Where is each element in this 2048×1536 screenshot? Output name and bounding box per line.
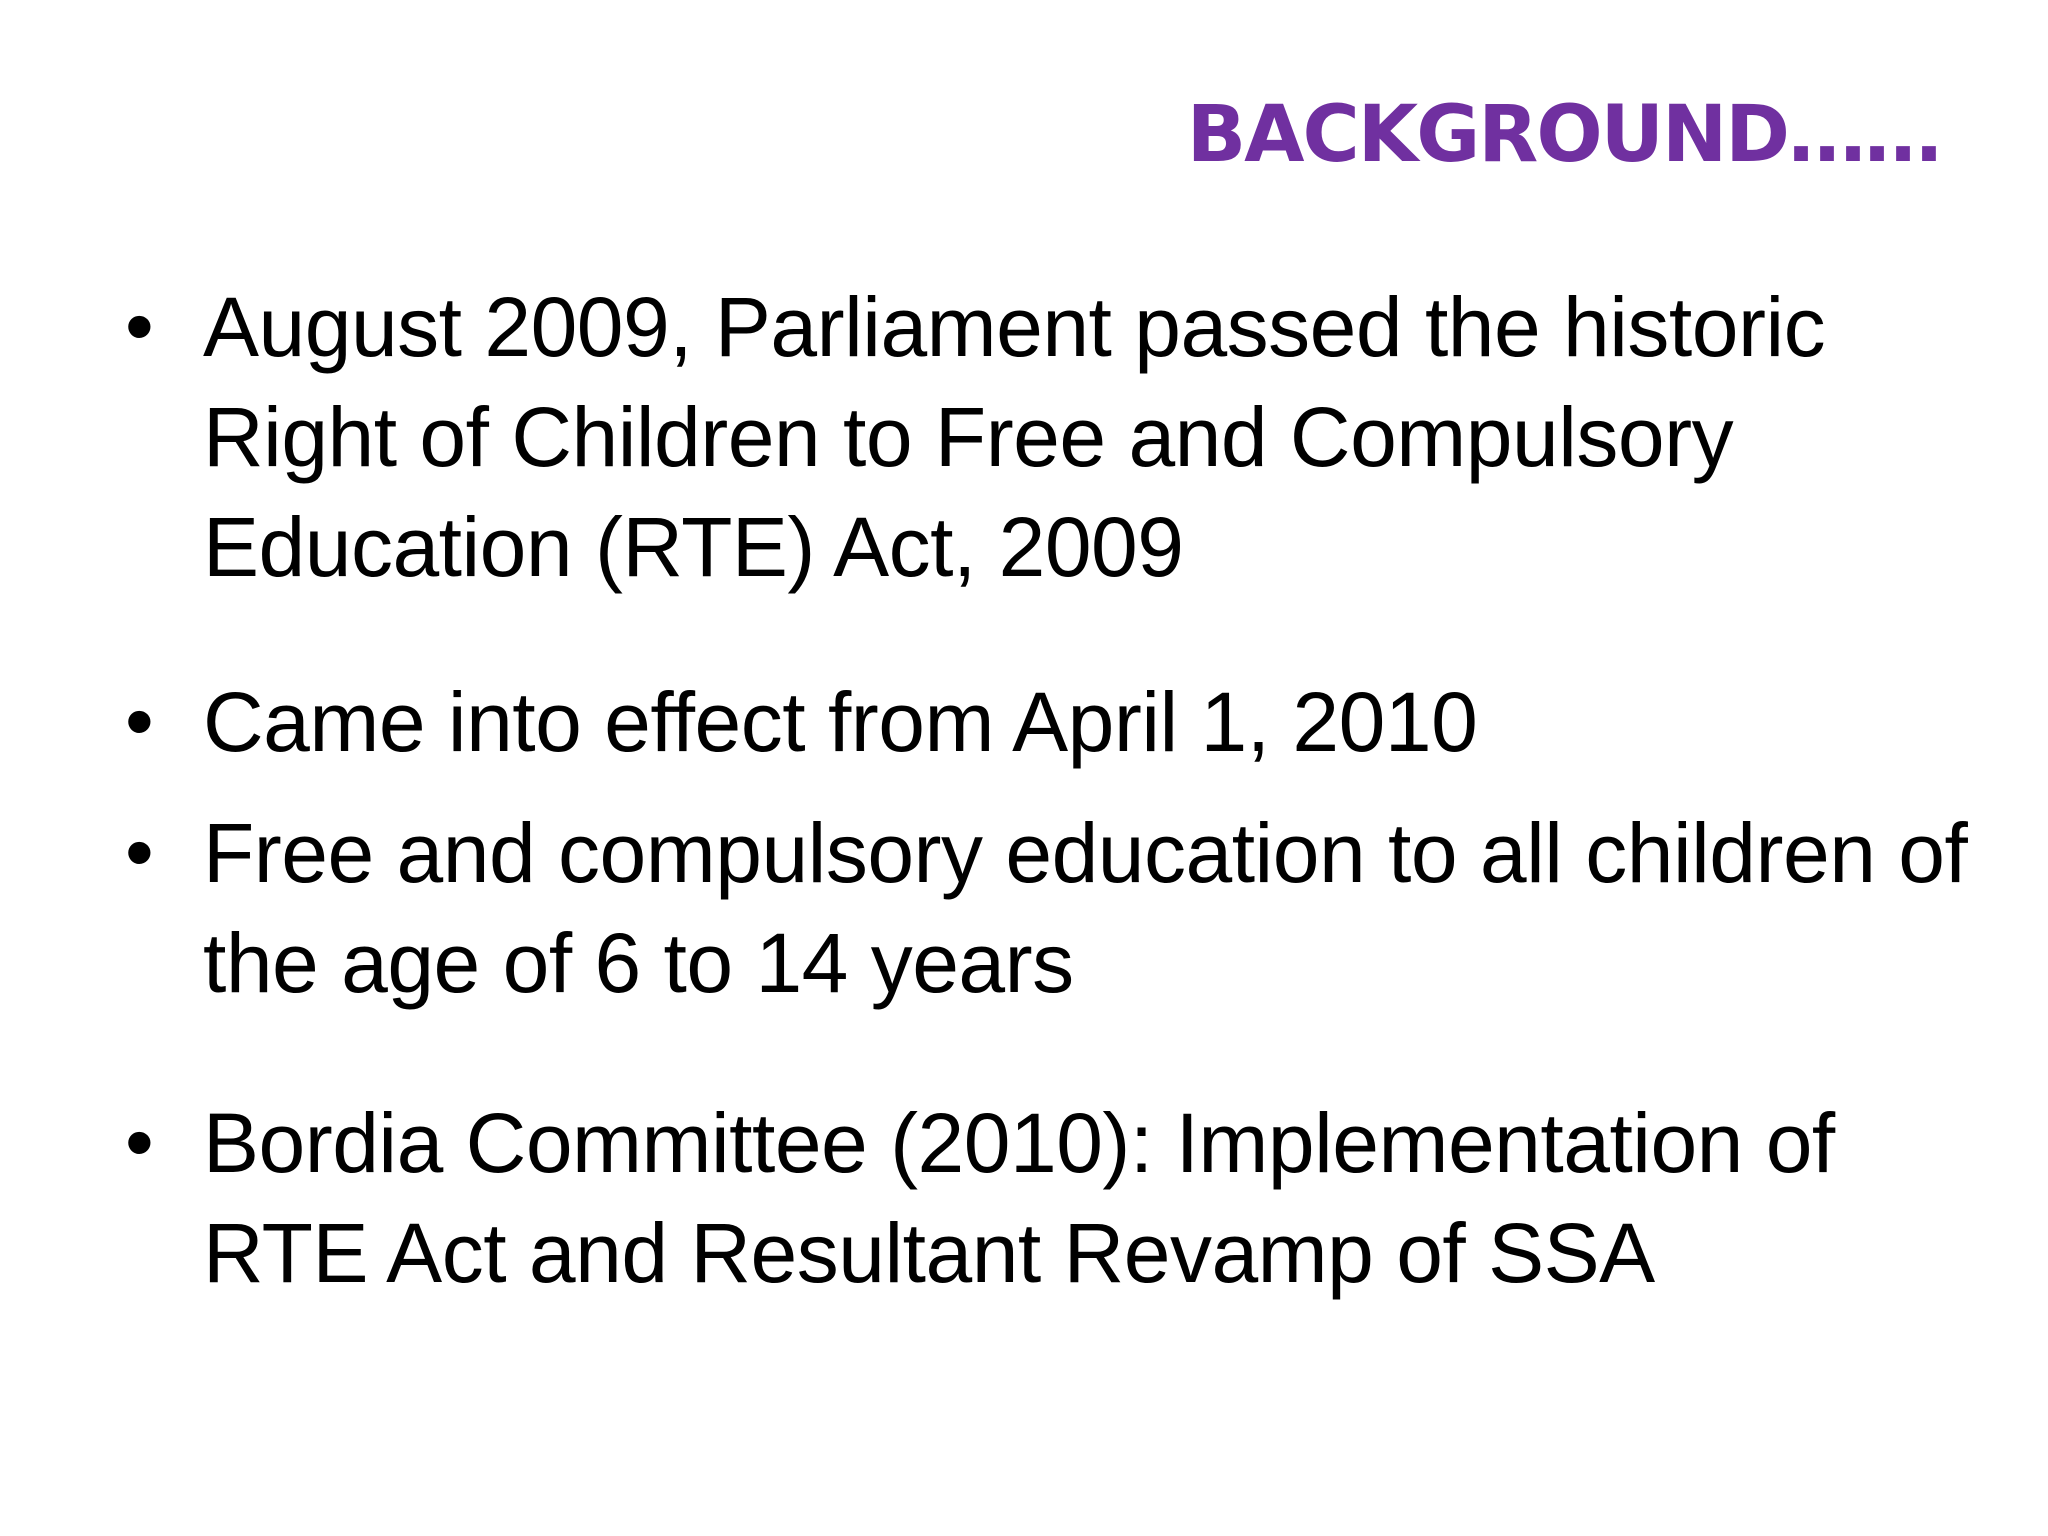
bullet-text: Free and compulsory education to all children of the age of 6 to 14 years — [203, 806, 1968, 1010]
bullet-icon: • — [125, 281, 154, 372]
bullet-item — [125, 798, 1985, 1018]
bullet-icon: • — [125, 807, 154, 898]
bullet-text: August 2009, Parliament passed the historic Right of Children to Free and Compulsory Education (RTE) Act, 2009 — [203, 280, 1826, 594]
bullet-text: Came into effect from April 1, 2010 — [203, 675, 1478, 769]
bullet-text: Bordia Committee (2010): Implementation of RTE Act and Resultant Revamp of SSA — [203, 1096, 1835, 1300]
slide-title: BACKGROUND…… — [1186, 90, 1940, 180]
bullet-item — [125, 1088, 1985, 1308]
bullet-item — [125, 272, 1985, 602]
bullet-icon: • — [125, 676, 154, 767]
bullet-icon: • — [125, 1097, 154, 1188]
bullet-item — [125, 667, 1985, 777]
